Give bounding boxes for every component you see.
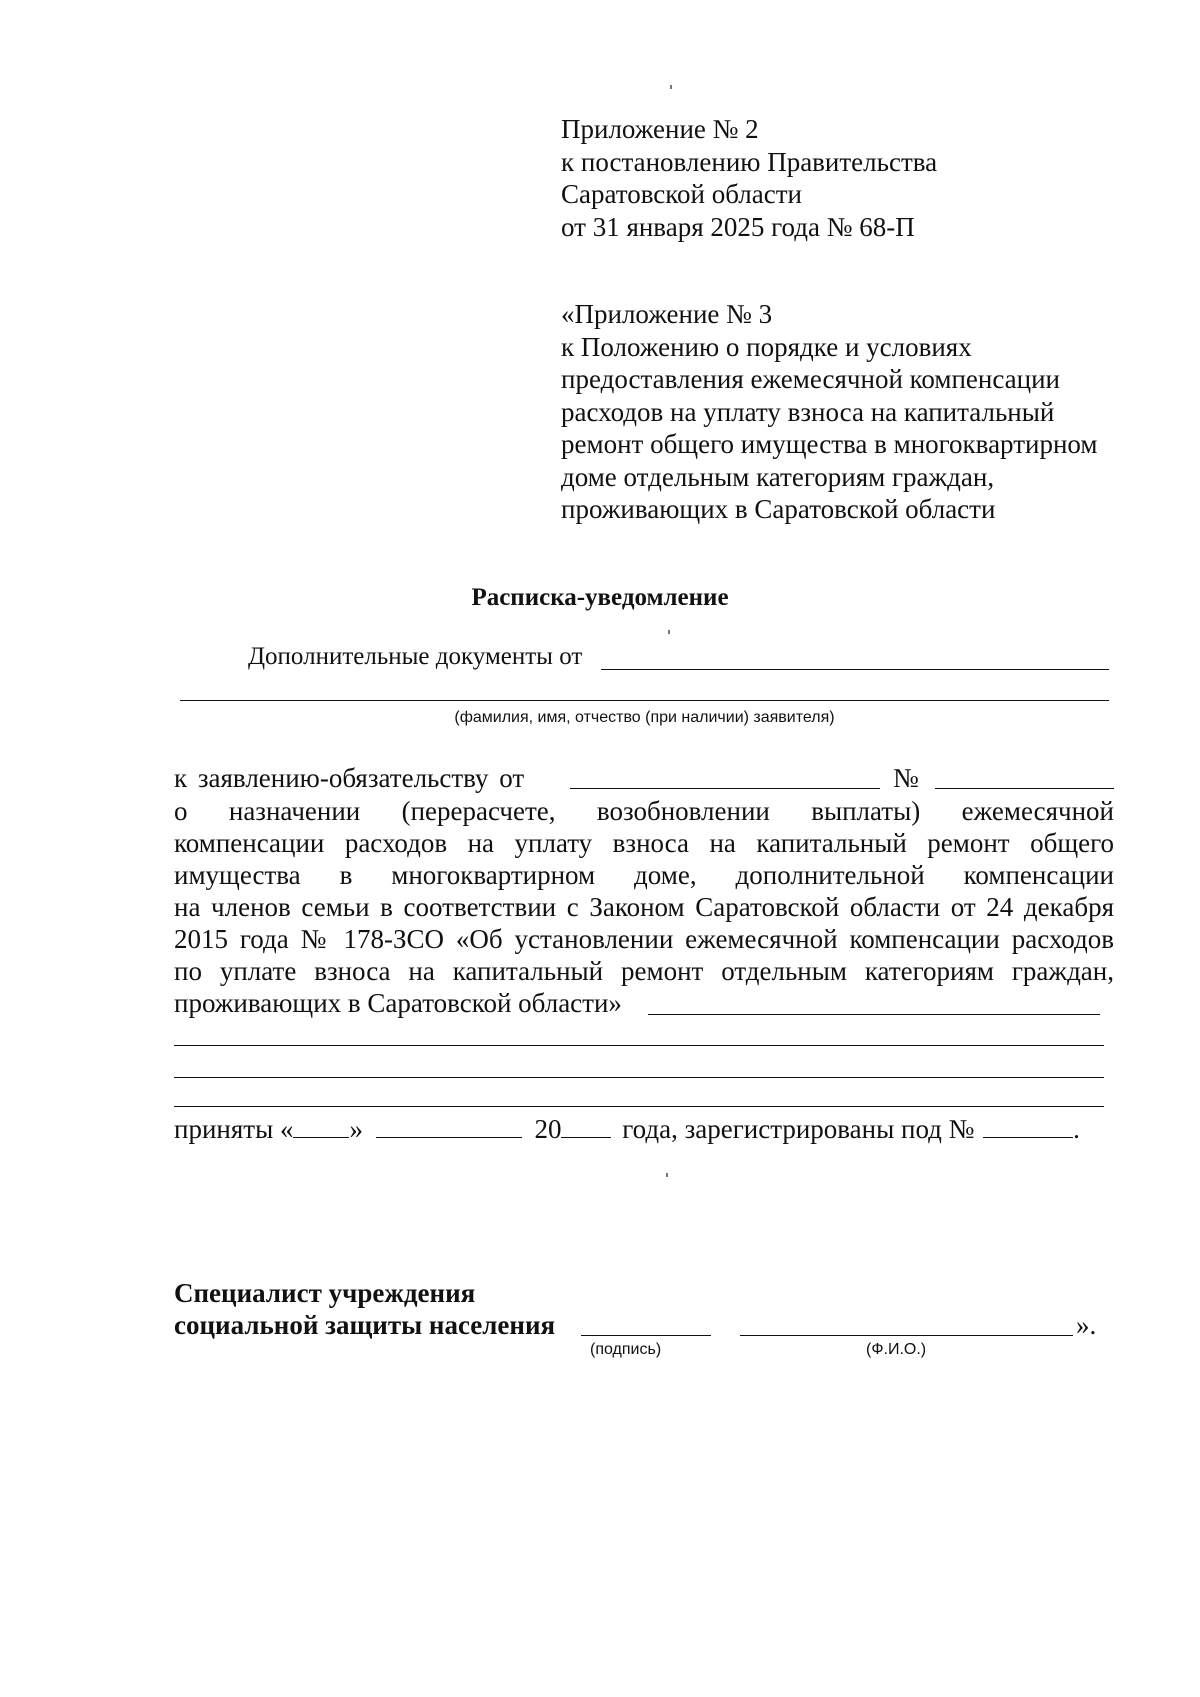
accepted-registered-label: года, зарегистрированы под № [622, 1114, 975, 1144]
signature-role-line1: Специалист учреждения [174, 1278, 476, 1308]
statement-line: по уплате взноса на капитальный ремонт отдельным категориям граждан, [174, 956, 1114, 986]
applicant-caption: (фамилия, имя, отчество (при наличии) заявителя) [454, 709, 835, 726]
accepted-line [174, 1113, 1080, 1145]
application-number-field[interactable] [935, 788, 1114, 789]
application-date-field[interactable] [570, 788, 880, 789]
statement-line1-left: к заявлению-обязательству от [174, 763, 525, 793]
appendix-line: расходов на уплату взноса на капитальный [561, 396, 1055, 427]
accepted-year-field[interactable] [561, 1115, 611, 1138]
header-line: Саратовской области [561, 179, 802, 209]
signature-caption: (подпись) [590, 1341, 662, 1358]
scan-speck [668, 630, 670, 634]
documents-list-field-line2[interactable] [174, 1045, 1104, 1046]
signature-field[interactable] [581, 1335, 711, 1336]
statement-line: компенсации расходов на уплату взноса на капитальный ремонт общего [174, 828, 1114, 858]
documents-list-field-line4[interactable] [174, 1106, 1104, 1107]
header-line: от 31 января 2025 года № 68-П [561, 211, 915, 242]
header-line: к постановлению Правительства [561, 146, 938, 177]
signature-role-line2: социальной защиты населения [174, 1310, 556, 1340]
statement-last-line: проживающих в Саратовской области» [174, 988, 622, 1018]
statement-line: на членов семьи в соответствии с Законом Саратовской области от 24 декабря [174, 892, 1114, 922]
full-name-field[interactable] [740, 1335, 1073, 1336]
applicant-name-field[interactable] [601, 669, 1109, 670]
scan-speck [666, 1173, 668, 1177]
appendix-line: ремонт общего имущества в многоквартирном [561, 429, 1098, 459]
header-block [561, 113, 937, 243]
appendix-line: «Приложение № 3 [561, 299, 773, 329]
statement-line: 2015 года № 178-ЗСО «Об установлении ежемесячной компенсации расходов [174, 924, 1114, 954]
accepted-end: . [1073, 1114, 1080, 1144]
documents-from-label: Дополнительные документы от [248, 643, 583, 670]
registration-number-field[interactable] [983, 1115, 1073, 1138]
appendix-line: проживающих в Саратовской области [561, 494, 996, 524]
header-line: Приложение № 2 [561, 114, 759, 144]
accepted-year-prefix: 20 [534, 1114, 562, 1144]
statement-line: о назначении (перерасчете, возобновлении выплаты) ежемесячной [174, 796, 1114, 826]
documents-list-field-line3[interactable] [174, 1077, 1104, 1078]
applicant-name-field-line2[interactable] [180, 700, 1109, 701]
document-title: Расписка-уведомление [471, 584, 729, 611]
accepted-close-quote: » [349, 1114, 363, 1144]
number-sign: № [893, 763, 919, 793]
signature-end: ». [1076, 1310, 1097, 1340]
appendix-block [561, 298, 1097, 526]
accepted-prefix: приняты « [174, 1114, 294, 1144]
documents-list-field[interactable] [648, 1014, 1100, 1015]
appendix-line: предоставления ежемесячной компенсации [561, 364, 1060, 394]
appendix-line: доме отдельным категориям граждан, [561, 461, 995, 492]
accepted-day-field[interactable] [293, 1115, 349, 1138]
appendix-line: к Положению о порядке и условиях [561, 331, 972, 362]
statement-line: имущества в многоквартирном доме, дополнительной компенсации [174, 860, 1114, 890]
accepted-month-field[interactable] [376, 1115, 522, 1138]
name-caption: (Ф.И.О.) [866, 1341, 927, 1358]
scan-speck [670, 85, 672, 89]
